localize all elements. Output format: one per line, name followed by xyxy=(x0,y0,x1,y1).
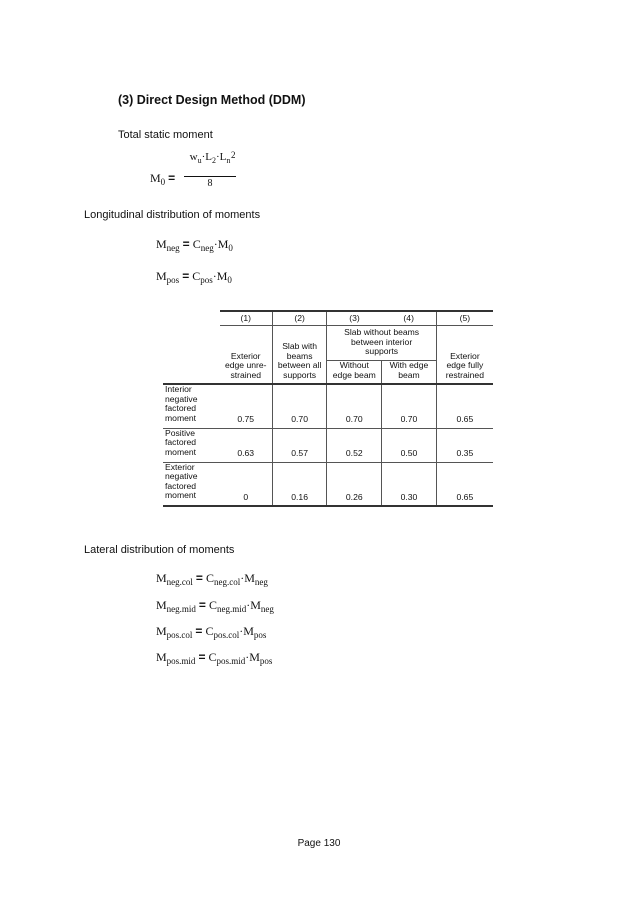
row-label: Interior negative factored moment xyxy=(163,384,220,428)
total-static-moment-label: Total static moment xyxy=(118,129,213,141)
m0-equation xyxy=(150,150,260,195)
cell-value: 0.75 xyxy=(220,384,273,428)
col-number: (2) xyxy=(272,311,327,325)
m0-numerator: $w_u\cdot L_2\cdot L_n$ xyxy=(189,151,231,166)
col4-header: With edge beam xyxy=(382,360,437,384)
cell-value: 0.65 xyxy=(436,384,493,428)
col-number: (5) xyxy=(436,311,493,325)
cell-value: 0.57 xyxy=(272,428,327,462)
page-number: Page 130 xyxy=(297,838,341,849)
m0-lhs: $M_0$ = xyxy=(150,171,176,187)
cell-value: 0.26 xyxy=(327,462,382,506)
section-heading: (3) Direct Design Method (DDM) xyxy=(118,93,306,107)
cell-value: 0.35 xyxy=(436,428,493,462)
m-neg-equation: $M_{neg} = C_{neg}\cdot M_0$ xyxy=(156,237,233,253)
m-neg-mid-equation: $M_{neg.mid} = C_{neg.mid}\cdot M_{neg}$ xyxy=(156,598,274,614)
m0-exponent: 2 xyxy=(231,150,236,160)
col1-header: Exterior edge unre- strained xyxy=(224,350,267,380)
cell-value: 0.52 xyxy=(327,428,382,462)
longitudinal-label: Longitudinal distribution of moments xyxy=(84,209,261,221)
m-neg-col-equation: $M_{neg.col} = C_{neg.col}\cdot M_{neg}$ xyxy=(156,571,268,587)
col-number: (3) xyxy=(327,311,382,325)
cell-value: 0 xyxy=(220,462,273,506)
cell-value: 0.63 xyxy=(220,428,273,462)
row-label: Exterior negative factored moment xyxy=(163,462,220,506)
m-pos-equation: $M_{pos} = C_{pos}\cdot M_0$ xyxy=(156,269,232,285)
cell-value: 0.70 xyxy=(272,384,327,428)
col34-header: Slab without beams between interior supports xyxy=(327,325,436,360)
table-row xyxy=(163,384,493,428)
table-col-number-row xyxy=(163,311,493,325)
col-number: (4) xyxy=(382,311,437,325)
cell-value: 0.16 xyxy=(272,462,327,506)
col5-header: Exterior edge fully restrained xyxy=(436,325,493,384)
m0-fraction-bar xyxy=(184,176,236,177)
table-row xyxy=(163,462,493,506)
col3-header: Without edge beam xyxy=(327,360,382,384)
cell-value: 0.30 xyxy=(382,462,437,506)
lateral-label: Lateral distribution of moments xyxy=(84,544,235,556)
cell-value: 0.50 xyxy=(382,428,437,462)
cell-value: 0.70 xyxy=(327,384,382,428)
m-pos-mid-equation: $M_{pos.mid} = C_{pos.mid}\cdot M_{pos}$ xyxy=(156,650,273,666)
moment-coefficient-table xyxy=(163,310,493,507)
row-label: Positive factored moment xyxy=(163,428,220,462)
col2-header: Slab with beams between all supports xyxy=(272,325,327,384)
m-pos-col-equation: $M_{pos.col} = C_{pos.col}\cdot M_{pos}$ xyxy=(156,624,267,640)
table-header-row-a xyxy=(163,325,493,360)
cell-value: 0.65 xyxy=(436,462,493,506)
col-number: (1) xyxy=(220,311,273,325)
cell-value: 0.70 xyxy=(382,384,437,428)
table-row xyxy=(163,428,493,462)
m0-denominator: 8 xyxy=(207,178,213,189)
